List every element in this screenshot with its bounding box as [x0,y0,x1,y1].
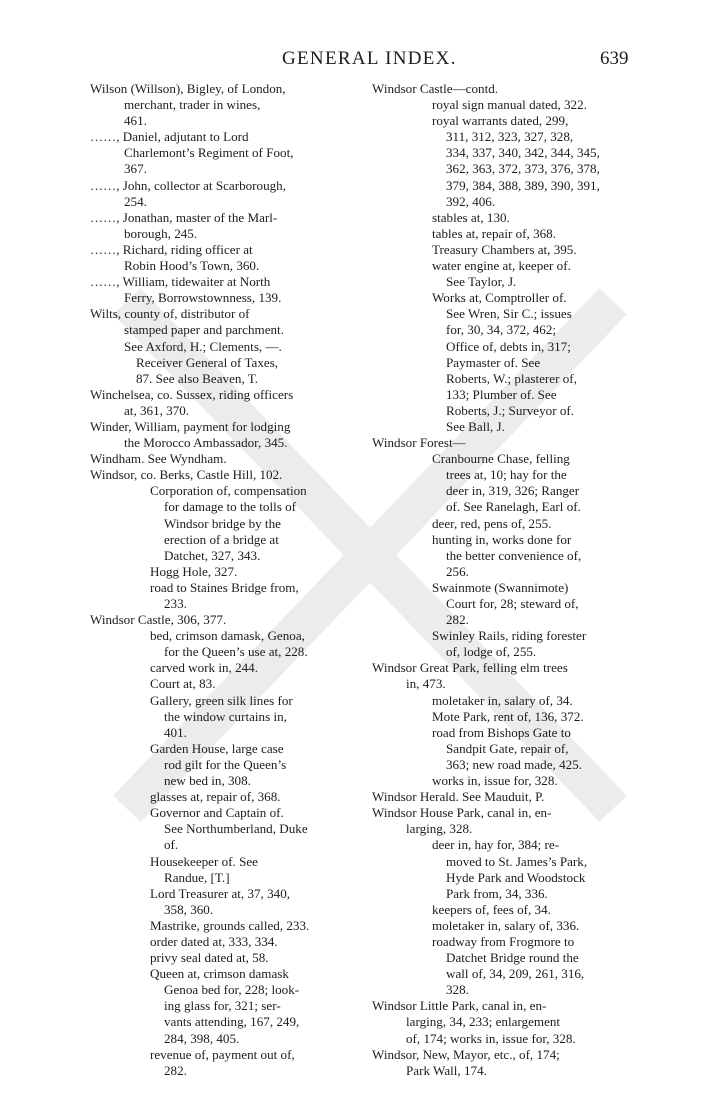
index-line: 362, 363, 372, 373, 376, 378, [446,161,600,177]
index-line: 363; new road made, 425. [446,756,582,772]
index-line: moletaker in, salary of, 336. [432,917,580,933]
index-line: Windsor Herald. See Mauduit, P. [372,789,545,805]
index-line: stamped paper and parchment. [124,322,284,338]
index-line: ……, William, tidewaiter at North [90,274,271,290]
index-line: 282. [446,612,469,628]
index-line: Hogg Hole, 327. [150,563,238,579]
index-line: at, 361, 370. [124,402,190,418]
index-line: See Axford, H.; Clements, —. [124,338,282,354]
index-line: new bed in, 308. [164,773,251,789]
index-line: 401. [164,724,187,740]
index-line: Paymaster of. See [446,354,541,370]
index-line: royal warrants dated, 299, [432,113,569,129]
index-line: merchant, trader in wines, [124,97,261,113]
index-line: hunting in, works done for [432,531,572,547]
index-line: 334, 337, 340, 342, 344, 345, [446,145,600,161]
index-line: in, 473. [406,676,446,692]
index-line: the better convenience of, [446,547,582,563]
index-line: Randue, [T.] [164,869,230,885]
index-line: Windsor, co. Berks, Castle Hill, 102. [90,467,283,483]
index-line: Wilts, county of, distributor of [90,306,250,322]
index-line: 256. [446,563,469,579]
index-line: Windsor, New, Mayor, etc., of, 174; [372,1046,560,1062]
index-line: See Ball, J. [446,418,505,434]
index-line: 87. See also Beaven, T. [136,370,259,386]
index-line: Garden House, large case [150,740,284,756]
index-line: 311, 312, 323, 327, 328, [446,129,574,145]
index-line: Court for, 28; steward of, [446,596,579,611]
index-line: deer in, 319, 326; Ranger [446,483,580,499]
index-line: Ferry, Borrowstownness, 139. [124,290,282,306]
index-line: Court at, 83. [150,676,216,692]
index-line: Park from, 34, 336. [446,885,548,901]
index-line: 284, 398, 405. [164,1030,240,1046]
index-line: 461. [124,113,147,129]
index-line: road from Bishops Gate to [432,724,571,740]
index-line: of. [164,837,179,853]
index-line: vants attending, 167, 249, [164,1014,300,1030]
index-line: of, 174; works in, issue for, 328. [406,1030,576,1046]
index-line: trees at, 10; hay for the [446,467,567,483]
index-line: revenue of, payment out of, [150,1046,295,1062]
index-line: 358, 360. [164,901,214,917]
index-column-right [372,81,637,1079]
index-line: Roberts, J.; Surveyor of. [446,402,575,418]
index-line: for damage to the tolls of [164,499,296,515]
index-line: 367. [124,161,147,177]
index-line: Governor and Captain of. [150,805,284,821]
index-line: borough, 245. [124,225,198,241]
index-line: Mastrike, grounds called, 233. [150,917,310,933]
index-line: Datchet, 327, 343. [164,547,261,563]
index-line: Park Wall, 174. [406,1062,487,1078]
index-line: Windsor Castle, 306, 377. [90,612,227,628]
index-line: 254. [124,193,147,209]
page-header [0,48,727,74]
index-line: wall of, 34, 209, 261, 316, [446,966,585,982]
index-line: 133; Plumber of. See [446,386,557,402]
index-line: Sandpit Gate, repair of, [446,740,569,756]
index-line: deer in, hay for, 384; re- [432,837,560,853]
index-line: rod gilt for the Queen’s [164,756,287,772]
index-line: royal sign manual dated, 322. [432,97,587,113]
index-line: See Northumberland, Duke [164,821,308,837]
running-title: GENERAL INDEX. [282,48,457,69]
index-line: Office of, debts in, 317; [446,338,571,354]
index-line: for the Queen’s use at, 228. [164,644,308,660]
index-line: glasses at, repair of, 368. [150,789,281,805]
index-line: Lord Treasurer at, 37, 340, [150,885,291,901]
index-line: 379, 384, 388, 389, 390, 391, [446,177,600,193]
index-line: order dated at, 333, 334. [150,933,278,949]
index-line: Mote Park, rent of, 136, 372. [432,708,584,724]
index-line: of, lodge of, 255. [446,644,537,660]
index-line: Windsor Little Park, canal in, en- [372,998,547,1014]
index-line: Corporation of, compensation [150,483,307,499]
index-line: 392, 406. [446,193,496,209]
index-line: the Morocco Ambassador, 345. [124,435,288,451]
index-line: deer, red, pens of, 255. [432,515,552,531]
index-line: ……, John, collector at Scarborough, [90,177,286,193]
index-line: erection of a bridge at [164,531,279,547]
page-number: 639 [600,48,629,69]
index-line: See Taylor, J. [446,274,517,290]
index-line: larging, 34, 233; enlargement [406,1014,561,1030]
index-line: Windsor Castle—contd. [372,81,499,96]
index-line: road to Staines Bridge from, [150,579,299,595]
index-line: Swinley Rails, riding forester [432,628,587,644]
index-line: Genoa bed for, 228; look- [164,982,300,998]
index-line: works in, issue for, 328. [432,773,558,789]
index-line: Cranbourne Chase, felling [432,451,570,467]
index-line: Works at, Comptroller of. [432,290,567,306]
index-line: bed, crimson damask, Genoa, [150,628,305,644]
index-line: 328. [446,982,469,998]
index-line: ing glass for, 321; ser- [164,998,281,1014]
index-line: privy seal dated at, 58. [150,950,269,966]
index-line: Windsor Forest— [372,435,466,451]
index-line: Treasury Chambers at, 395. [432,241,577,257]
index-line: ……, Jonathan, master of the Marl- [90,209,278,225]
index-line: 233. [164,596,187,611]
index-line: See Wren, Sir C.; issues [446,306,572,322]
index-line: carved work in, 244. [150,660,258,676]
index-line: Winder, William, payment for lodging [90,418,291,434]
index-line: Robin Hood’s Town, 360. [124,258,260,274]
index-line: Windsor Great Park, felling elm trees [372,660,568,676]
index-line: Wilson (Willson), Bigley, of London, [90,81,286,96]
index-line: Windsor bridge by the [164,515,281,531]
index-line: stables at, 130. [432,209,510,225]
index-line: Hyde Park and Woodstock [446,869,586,885]
index-line: moved to St. James’s Park, [446,853,588,869]
index-line: Housekeeper of. See [150,853,258,869]
index-line: Datchet Bridge round the [446,950,579,966]
index-line: Roberts, W.; plasterer of, [446,370,577,386]
index-line: keepers of, fees of, 34. [432,901,551,917]
index-line: ……, Daniel, adjutant to Lord [90,129,249,145]
index-line: Windsor House Park, canal in, en- [372,805,552,821]
index-line: Queen at, crimson damask [150,966,289,982]
index-line: ……, Richard, riding officer at [90,241,253,257]
index-line: the window curtains in, [164,708,287,724]
index-line: Receiver General of Taxes, [136,354,279,370]
index-line: roadway from Frogmore to [432,933,575,949]
index-line: Gallery, green silk lines for [150,692,293,708]
index-line: tables at, repair of, 368. [432,225,556,241]
index-line: Winchelsea, co. Sussex, riding officers [90,386,294,402]
index-line: for, 30, 34, 372, 462; [446,322,557,338]
index-line: of. See Ranelagh, Earl of. [446,499,581,515]
index-line: 282. [164,1062,187,1078]
index-column-left [90,81,358,1079]
index-line: Swainmote (Swannimote) [432,579,569,595]
index-line: moletaker in, salary of, 34. [432,692,573,708]
index-line: Windham. See Wyndham. [90,451,227,467]
index-line: larging, 328. [406,821,473,837]
index-line: water engine at, keeper of. [432,258,571,274]
index-line: Charlemont’s Regiment of Foot, [124,145,294,161]
